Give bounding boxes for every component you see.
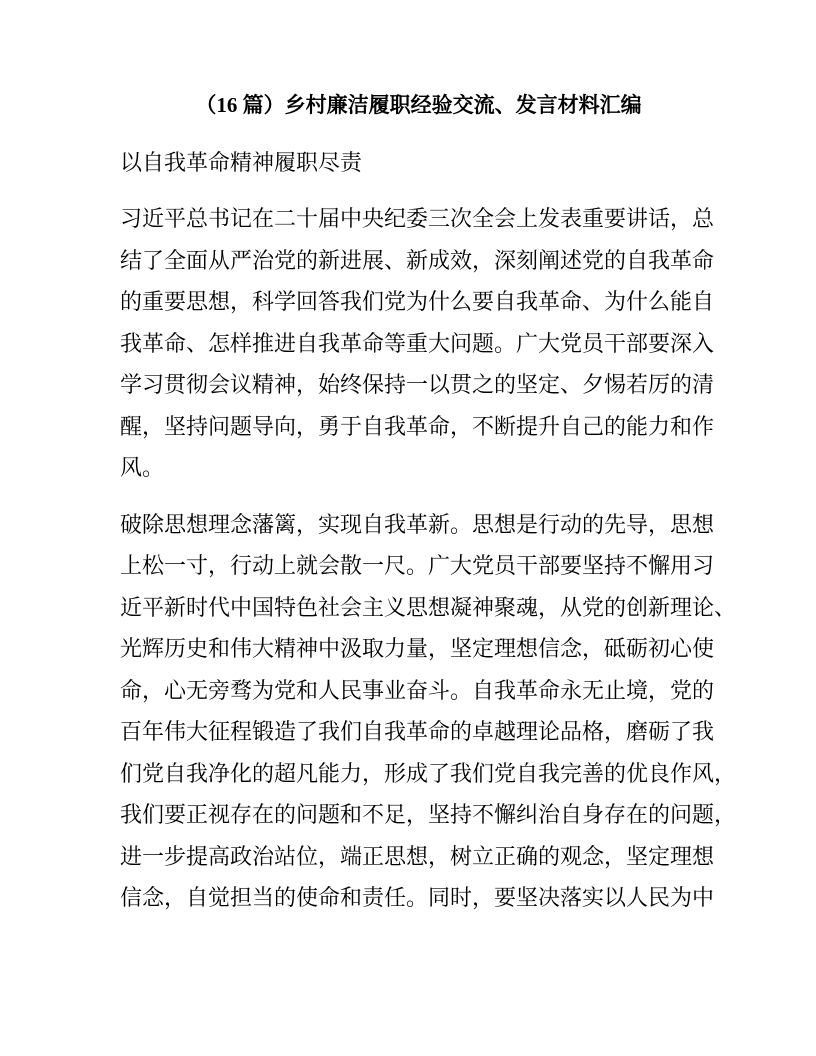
document-title: （16 篇）乡村廉洁履职经验交流、发言材料汇编 [195, 93, 642, 117]
text-line: 我们要正视存在的问题和不足，坚持不懈纠治自身存在的问题， [120, 802, 737, 827]
text-line: 近平新时代中国特色社会主义思想凝神聚魂，从党的创新理论、 [120, 594, 737, 620]
text-line: 习近平总书记在二十届中央纪委三次全会上发表重要讲话，总 [120, 206, 715, 231]
text-line: 光辉历史和伟大精神中汲取力量，坚定理想信念，砥砺初心使 [120, 636, 715, 661]
document-content [120, 85, 737, 919]
paragraph [120, 504, 737, 919]
section-heading: 以自我革命精神履职尽责 [120, 149, 363, 175]
text-line: 破除思想理念藩篱，实现自我革新。思想是行动的先导，思想 [120, 511, 715, 537]
text-line: 命，心无旁骛为党和人民事业奋斗。自我革命永无止境，党的 [120, 677, 715, 703]
paragraph [120, 198, 717, 489]
text-line: 百年伟大征程锻造了我们自我革命的卓越理论品格，磨砺了我 [120, 719, 715, 744]
document-body [120, 198, 737, 919]
text-line: 们党自我净化的超凡能力，形成了我们党自我完善的优良作风， [120, 760, 737, 786]
text-line: 进一步提高政治站位，端正思想，树立正确的观念，坚定理想 [120, 843, 715, 869]
text-line: 信念，自觉担当的使命和责任。同时，要坚决落实以人民为中 [120, 885, 715, 910]
text-line: 上松一寸，行动上就会散一尺。广大党员干部要坚持不懈用习 [120, 553, 715, 578]
text-line: 醒，坚持问题导向，勇于自我革命，不断提升自己的能力和作 [120, 413, 715, 439]
text-line: 学习贯彻会议精神，始终保持一以贯之的坚定、夕惕若厉的清 [120, 372, 715, 397]
text-line: 结了全面从严治党的新进展、新成效，深刻阐述党的自我革命 [120, 247, 715, 273]
text-line: 的重要思想，科学回答我们党为什么要自我革命、为什么能自 [120, 289, 715, 314]
text-line: 我革命、怎样推进自我革命等重大问题。广大党员干部要深入 [120, 330, 715, 356]
text-line: 风。 [120, 455, 165, 480]
